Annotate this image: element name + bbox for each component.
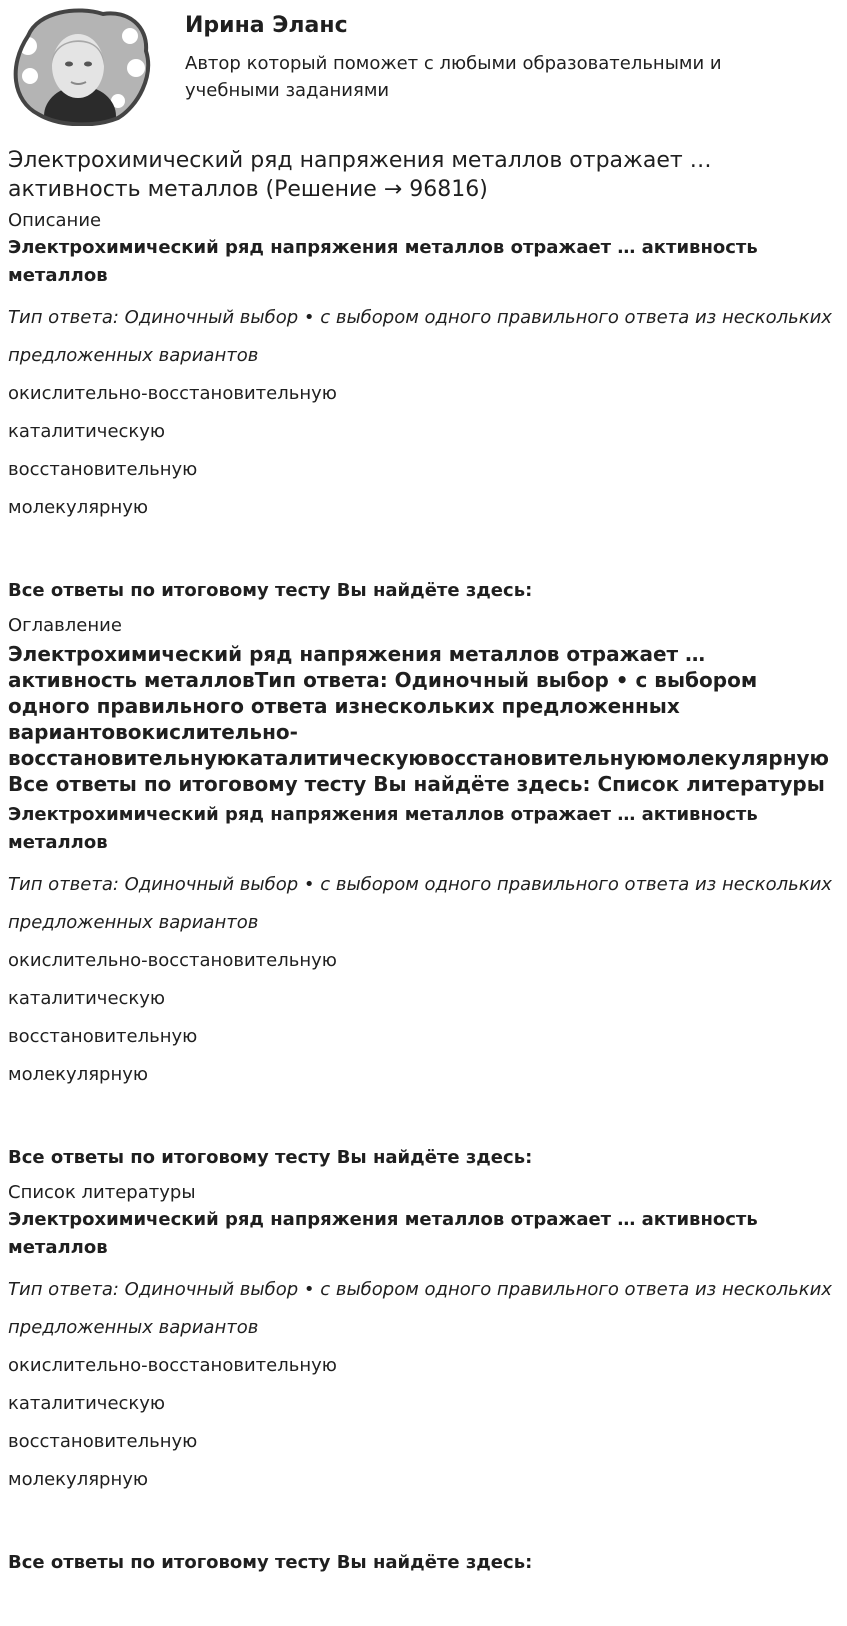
option-item: окислительно-восстановительную bbox=[8, 383, 337, 404]
option-item: окислительно-восстановительную bbox=[8, 1355, 337, 1376]
author-name[interactable]: Ирина Эланс bbox=[185, 13, 348, 38]
option-item: восстановительную bbox=[8, 1026, 198, 1047]
all-answers-note: Все ответы по итоговому тесту Вы найдёте здесь: bbox=[8, 580, 533, 601]
literature-block bbox=[8, 1206, 839, 1576]
option-item: каталитическую bbox=[8, 421, 166, 442]
option-item: каталитическую bbox=[8, 1393, 166, 1414]
description-label: Описание bbox=[8, 210, 102, 231]
option-item: каталитическую bbox=[8, 988, 166, 1009]
option-item: молекулярную bbox=[8, 1064, 149, 1085]
toc-block bbox=[8, 801, 839, 1171]
toc-label: Оглавление bbox=[8, 615, 122, 636]
answer-type: Тип ответа: Одиночный выбор • с выбором одного правильного ответа из нескольких предложенных вариантов bbox=[8, 874, 832, 933]
page-title: Электрохимический ряд напряжения металлов отражает … активность металлов (Решение → 96816) bbox=[8, 148, 712, 202]
answer-type: Тип ответа: Одиночный выбор • с выбором одного правильного ответа из нескольких предложенных вариантов bbox=[8, 1279, 832, 1338]
option-item: молекулярную bbox=[8, 497, 149, 518]
question-title: Электрохимический ряд напряжения металлов отражает … активность металлов bbox=[8, 804, 758, 853]
option-item: окислительно-восстановительную bbox=[8, 950, 337, 971]
toc-text-part2: восстановительнуюкаталитическуювосстановительнуюмолекулярную bbox=[8, 746, 829, 770]
literature-label: Список литературы bbox=[8, 1182, 196, 1203]
description-block bbox=[8, 234, 839, 604]
question-title: Электрохимический ряд напряжения металлов отражает … активность металлов bbox=[8, 237, 758, 286]
author-header bbox=[8, 0, 839, 130]
option-item: восстановительную bbox=[8, 1431, 198, 1452]
toc-heading bbox=[8, 641, 839, 797]
option-item: восстановительную bbox=[8, 459, 198, 480]
author-avatar[interactable] bbox=[8, 6, 154, 126]
all-answers-note: Все ответы по итоговому тесту Вы найдёте здесь: bbox=[8, 1552, 533, 1573]
all-answers-note: Все ответы по итоговому тесту Вы найдёте здесь: bbox=[8, 1147, 533, 1168]
answer-type: Тип ответа: Одиночный выбор • с выбором одного правильного ответа из нескольких предложенных вариантов bbox=[8, 307, 832, 366]
toc-text-part3: Все ответы по итоговому тесту Вы найдёте здесь: Список литературы bbox=[8, 772, 825, 796]
author-description: Автор который поможет с любыми образовательными и учебными заданиями bbox=[185, 53, 722, 101]
question-title: Электрохимический ряд напряжения металлов отражает … активность металлов bbox=[8, 1209, 758, 1258]
option-item: молекулярную bbox=[8, 1469, 149, 1490]
toc-text-part1: Электрохимический ряд напряжения металлов отражает … активность металловТип ответа: Одиночный выбор • с выбором одного правильного ответа изнескольких предложенных вариантовокислительно- bbox=[8, 642, 758, 744]
